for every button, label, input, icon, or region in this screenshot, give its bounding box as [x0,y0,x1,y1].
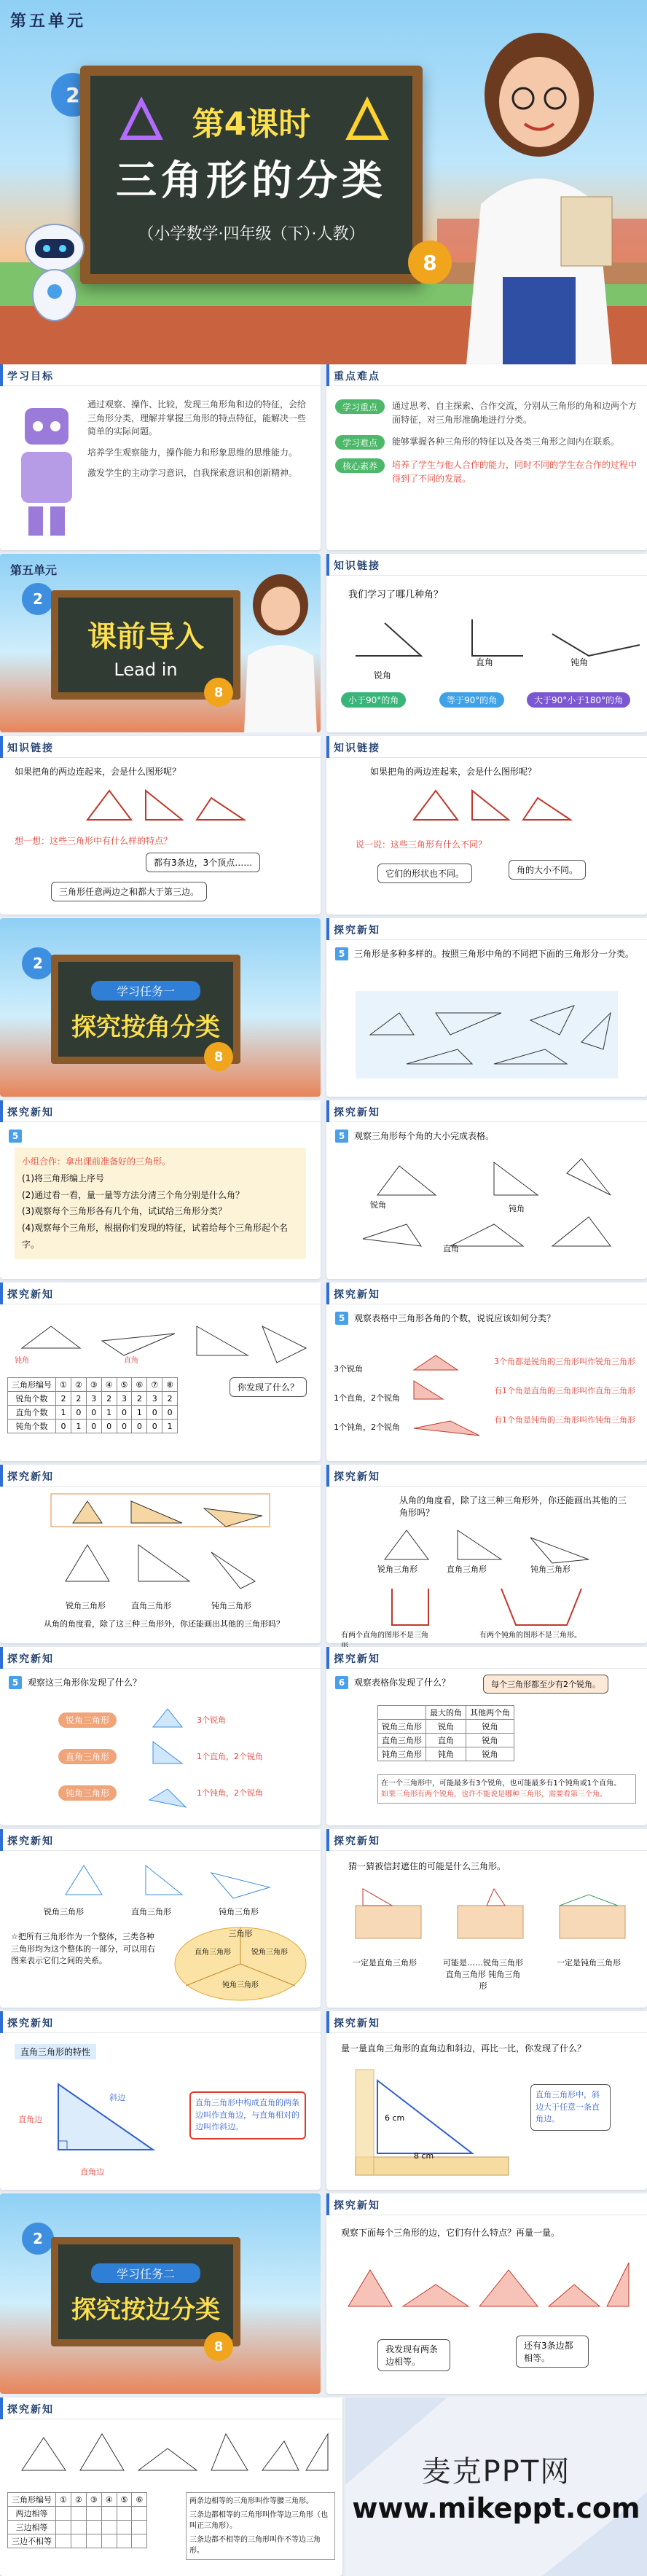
lesson-title: 三角形的分类 [116,157,387,205]
group-label: 1个钝角，2个锐角 [334,1422,400,1432]
table-row [8,1420,178,1433]
angle-label: 直角 [476,657,494,668]
explore-card-7 [326,1465,647,1643]
explore-question: 观察三角形每个角的大小完成表格。 [354,1131,495,1141]
section-tag: 探究新知 [334,1289,380,1301]
note-text: 在一个三角形中，可能最多有3个锐角，也可能最多有1个钝角或1个直角。 [381,1780,621,1788]
angle-label: 钝角 [570,657,589,668]
explore-question: 观察表格中三角形各角的个数，说说应该如何分类？ [354,1313,556,1323]
ball-8-icon: 8 [204,1042,233,1071]
ball-2-icon: 2 [22,583,54,615]
link-card-2 [326,736,647,915]
intro-title: 课前导入 [87,620,204,654]
group-step: (1)将三角形编上序号 [22,1172,104,1183]
explore-card-10 [0,1829,321,2008]
venn-part: 直角三角形 [195,1949,231,1957]
table-cell: 0 [117,1406,132,1420]
pill-difficulty: 学习难点 [335,435,385,450]
triangle-label: 直角三角形 [131,1907,171,1917]
section-tag: 探究新知 [334,1107,380,1119]
triangle-label: 直角三角形 [131,1601,171,1610]
pill-focus: 学习重点 [335,399,385,414]
table-cell: 直角 [426,1734,466,1747]
definition-text: 两条边相等的三角形叫作等腰三角形。 [189,2497,313,2505]
triangle-icon [345,98,389,141]
speech-bubble: 三角形任意两边之和都大于第三边。 [51,882,207,901]
table-cell: 锐角 [466,1747,514,1761]
unit-label: 第五单元 [10,12,87,31]
right-triangle-figure [44,2070,168,2164]
key-difficulty-text: 能够掌握各种三角形的特征以及各类三角形之间内在联系。 [392,436,620,447]
chalkboard [80,66,423,284]
table-cell: 0 [147,1406,162,1420]
max-angle-table [377,1705,514,1761]
key-literacy-text: 培养了学生与他人合作的能力，同时不同的学生在合作的过程中得到了不同的发展。 [392,460,638,484]
table-cell: 直角个数 [8,1406,56,1420]
section-tag: 探究新知 [7,2404,54,2416]
triangle-label: 直角三角形 [447,1565,487,1574]
group-label: 1个直角，2个锐角 [334,1393,400,1403]
table-header: 最大的角 [426,1706,466,1720]
table-header: ⑤ [117,2493,132,2507]
triangle-figures [7,1312,313,1370]
table-header: ④ [101,2493,117,2507]
section-tag: 重点难点 [334,371,380,383]
explore-question: 观察这三角形你发现了什么？ [28,1677,142,1688]
speech-bubble: 它们的形状也不同。 [377,864,472,883]
step-number: 5 [335,1312,348,1325]
table-cell: 钝角个数 [8,1420,56,1433]
table-cell: 0 [56,1420,71,1433]
section-tag: 探究新知 [7,1836,54,1847]
table-cell: 锐角 [466,1720,514,1734]
table-cell: 钝角三角形 [378,1747,426,1761]
angle-label: 锐角 [374,670,392,681]
right-pill: 等于90°的角 [439,692,504,708]
table-cell: 三边相等 [8,2521,56,2534]
triangle-figures [51,1494,270,1596]
measurement-label: 6 cm [385,2113,405,2123]
section-tag: 知识链接 [334,560,380,572]
table-cell: 锐角 [426,1720,466,1734]
table-cell: 1 [162,1420,178,1433]
obtuse-pill: 大于90°小于180°的角 [527,692,630,708]
section-tag: 探究新知 [7,1107,54,1119]
ball-8-icon: 8 [204,678,233,707]
table-header: 其他两个角 [466,1706,514,1720]
group-label: 3个锐角 [334,1364,363,1374]
triangle-figures [73,783,248,827]
table-row [378,1720,514,1734]
speech-bubble: 你发现了什么？ [230,1377,307,1397]
table-header: ② [71,1378,86,1392]
definition-box: 直角三角形中构成直角的两条边叫作直角边，与直角相对的边叫作斜边。 [189,2091,306,2140]
table-cell: 0 [117,1420,132,1433]
section-tag: 探究新知 [7,1289,54,1301]
triangle-figures [407,1352,487,1443]
table-header: ⑤ [117,1378,132,1392]
section-tag: 探究新知 [334,2018,380,2029]
ball-2-icon: 2 [51,73,95,117]
angle-count-table [7,1377,178,1433]
table-cell: 0 [132,1420,147,1433]
table-row [8,1406,178,1420]
link-think: 说一说：这些三角形有什么不同？ [356,839,487,850]
triangle-label: 锐角三角形 [44,1907,84,1917]
note-text: 有两个钝角的图形不是三角形。 [479,1632,581,1640]
lesson-subtitle: （小学数学·四年级（下）·人教） [138,225,365,243]
task-tag: 学习任务二 [91,2263,200,2283]
table-cell: 1 [71,1420,86,1433]
table-cell: 0 [71,1406,86,1420]
pill-literacy: 核心素养 [335,458,385,473]
table-cell: 钝角 [426,1747,466,1761]
teacher-illustration [240,568,321,732]
angle-label: 钝角 [15,1357,29,1365]
answer-text: 可能是……锐角三角形 直角三角形 钝角三角形 [443,1958,523,1991]
speech-bubble: 角的大小不同。 [509,860,586,880]
envelope-figures [341,1887,632,1946]
table-cell: 2 [101,1392,117,1406]
explore-card-8 [0,1647,321,1825]
keys-card [326,364,647,550]
speech-bubble: 每个三角形都至少有2个锐角。 [483,1675,608,1694]
class-pill: 钝角三角形 [58,1785,117,1801]
task-title: 探究按边分类 [71,2295,220,2325]
step-number: 5 [9,1676,22,1689]
table-row [378,1747,514,1761]
group-step: (4)观察每个三角形，根据你们发现的特征，试着给每个三角形起个名字。 [22,1223,289,1250]
table-header [378,1706,426,1720]
explore-card-2 [0,1100,321,1279]
side-table [7,2492,147,2548]
unit-label: 第五单元 [10,563,58,577]
class-pill: 锐角三角形 [58,1712,117,1728]
table-cell: 0 [101,1420,117,1433]
hero-slide [0,0,647,364]
table-header: ⑥ [132,2493,147,2507]
table-cell: 1 [132,1406,147,1420]
table-cell: 2 [162,1392,178,1406]
section-tag: 学习目标 [7,371,54,383]
class-desc: 1个钝角，2个锐角 [197,1788,263,1798]
table-header: ⑧ [162,1378,178,1392]
section-subhead: 直角三角形的特性 [15,2044,96,2059]
triangle-figures [44,1858,277,1902]
link-think: 想一想：这些三角形中有什么样的特点？ [15,836,173,846]
explore-card-13 [326,2011,647,2190]
acute-pill: 小于90°的角 [341,692,406,708]
watermark-url: www.mikeppt.com [352,2492,640,2524]
group-step: (3)观察每个三角形各有几个角，试试给三角形分类？ [22,1206,227,1217]
edge-label: 斜边 [109,2093,125,2102]
step-number: 6 [335,1676,348,1689]
group-step: (2)通过看一看，量一量等方法分清三个角分别是什么角？ [22,1189,245,1200]
edge-label: 直角边 [80,2167,104,2177]
table-row [378,1734,514,1747]
review-question: 我们学习了哪几种角？ [348,590,444,600]
table-cell: 锐角 [466,1734,514,1747]
definition-text: 三条边都不相等的三角形叫作不等边三角形。 [189,2536,321,2555]
intro-slide [0,554,321,732]
explore-card-15 [0,2397,342,2576]
table-cell: 2 [132,1392,147,1406]
venn-part: 锐角三角形 [251,1949,288,1957]
explore-card-4 [0,1283,321,1461]
rule-text: 有1个角是钝角的三角形叫作钝角三角形 [494,1415,635,1425]
table-header: ④ [101,1378,117,1392]
goal-3: 激发学生的主动学习意识，自我探索意识和创新精神。 [87,468,298,479]
triangle-figures [348,1151,625,1272]
task2-slide [0,2193,321,2394]
explore-card-11 [326,1829,647,2008]
task1-slide [0,918,321,1097]
section-tag: 探究新知 [334,2200,380,2212]
ball-2-icon: 2 [22,2223,54,2255]
explore-question: 猜一猜被信封遮住的可能是什么三角形。 [348,1861,506,1871]
watermark [345,2397,647,2576]
table-cell: 两边相等 [8,2507,56,2521]
explore-card-9 [326,1647,647,1825]
intro-subtitle: Lead in [114,659,178,680]
link-question: 如果把角的两边连起来，会是什么图形呢？ [370,767,537,777]
table-cell: 3 [117,1392,132,1406]
ball-8-icon: 8 [408,240,452,284]
speech-bubble: 我发现有两条边相等。 [377,2339,450,2371]
review-card [326,554,647,732]
section-tag: 探究新知 [7,1471,54,1483]
triangle-label: 钝角三角形 [211,1601,251,1610]
chalkboard [51,2237,240,2346]
triangle-figures [146,1705,189,1814]
table-header: ② [71,2493,86,2507]
table-row [8,2507,147,2521]
step-number: 5 [335,1130,348,1143]
explore-question: 三角形是多种多样的。按照三角形中角的不同把下面的三角形分一分类。 [354,949,635,959]
table-header: ③ [86,2493,101,2507]
lesson-number: 第4课时 [192,106,311,143]
table-cell: 1 [101,1406,117,1420]
measurement-label: 8 cm [414,2151,434,2161]
angle-label: 直角 [124,1357,138,1365]
class-pill: 直角三角形 [58,1749,117,1764]
table-cell: 3 [86,1392,101,1406]
definition-text: 三条边都相等的三角形叫作等边三角形（也叫正三角形）。 [189,2511,328,2530]
table-cell: 2 [56,1392,71,1406]
note-text: ☆把所有三角形作为一个整体，三类各种三角形均为这个整体的一部分，可以用右图来表示它们之间的关系。 [11,1932,155,1965]
angle-label: 钝角 [509,1204,525,1213]
table-row [8,2534,147,2548]
ruler-triangle-figure [348,2066,523,2182]
speech-bubble: 还有3条边都相等。 [516,2336,589,2368]
triangle-figures [356,991,618,1078]
explore-card-14 [326,2193,647,2394]
table-cell: 0 [86,1406,101,1420]
explore-card-12 [0,2011,321,2190]
triangle-icon [119,98,163,141]
section-tag: 知识链接 [7,743,54,754]
table-header: ① [56,1378,71,1392]
class-desc: 3个锐角 [197,1715,226,1725]
section-tag: 探究新知 [334,1471,380,1483]
table-cell: 0 [162,1406,178,1420]
triangle-label: 锐角三角形 [66,1601,106,1610]
explore-question: 从角的角度看，除了这三种三角形外，你还能画出其他的三角形吗？ [44,1619,284,1629]
speech-bubble: 都有3条边，3个顶点…… [146,853,260,872]
table-cell: 3 [147,1392,162,1406]
answer-text: 一定是直角三角形 [353,1958,417,1968]
task-tag: 学习任务一 [91,981,200,1001]
ball-2-icon: 2 [22,947,54,979]
step-number: 5 [335,947,348,960]
section-tag: 探究新知 [334,1653,380,1665]
section-tag: 知识链接 [334,743,380,754]
triangle-label: 钝角三角形 [530,1565,570,1574]
rule-text: 有1个角是直角的三角形叫作直角三角形 [494,1386,635,1395]
table-cell: 三边不相等 [8,2534,56,2548]
table-cell: 0 [86,1420,101,1433]
section-tag: 探究新知 [334,925,380,936]
table-header: 三角形编号 [8,2493,56,2507]
teacher-illustration [452,15,627,364]
class-desc: 1个直角，2个锐角 [197,1752,263,1761]
table-cell: 锐角三角形 [378,1720,426,1734]
explore-card-5 [326,1283,647,1461]
watermark-name: 麦克PPT网 [421,2455,571,2489]
explore-card-3 [326,1100,647,1279]
goal-2: 培养学生观察能力，操作能力和形象思维的思维能力。 [87,447,298,458]
link-card-1 [0,736,321,915]
venn-part: 钝角三角形 [222,1981,259,1989]
triangle-figures [7,2427,335,2478]
speech-bubble: 直角三角形中，斜边大于任意一条直角边。 [530,2084,611,2131]
table-cell: 1 [56,1406,71,1420]
table-cell: 直角三角形 [378,1734,426,1747]
section-tag: 探究新知 [334,1836,380,1847]
explore-question: 从角的角度看，除了这三种三角形外，你还能画出其他的三角形吗？ [399,1495,627,1518]
triangle-figures [399,783,574,827]
table-header: 三角形编号 [8,1378,56,1392]
explore-card-1 [326,918,647,1097]
explore-question: 观察表格你发现了什么？ [354,1677,451,1688]
table-header: ③ [86,1378,101,1392]
explore-question: 观察下面每个三角形的边，它们有什么特点？再量一量。 [341,2228,560,2238]
rule-text: 3个角都是锐角的三角形叫作锐角三角形 [494,1357,635,1366]
table-row [8,2521,147,2534]
triangle-label: 钝角三角形 [219,1907,259,1917]
robot-icon [15,219,95,328]
table-header: ⑦ [147,1378,162,1392]
edge-label: 直角边 [18,2115,42,2124]
table-header: ⑥ [132,1378,147,1392]
group-task-head: 小组合作：拿出课前准备好的三角形。 [22,1156,171,1167]
table-row [8,1392,178,1406]
table-cell: 2 [71,1392,86,1406]
table-header: ① [56,2493,71,2507]
explore-card-6 [0,1465,321,1643]
table-cell: 锐角个数 [8,1392,56,1406]
task-title: 探究按角分类 [71,1013,220,1042]
section-tag: 探究新知 [7,2018,54,2029]
triangle-label: 锐角三角形 [377,1565,417,1574]
ball-8-icon: 8 [204,2332,233,2361]
step-number: 5 [9,1130,22,1143]
key-focus-text: 通过思考、自主探索、合作交流，分别从三角形的角和边两个方面特征，对三角形准确地进行分类。 [392,401,638,425]
goal-1: 通过观察、操作、比较，发现三角形角和边的特征，会给三角形分类，理解并掌握三角形的特点特征，能解决一些简单的实际问题。 [87,399,307,437]
note-text: 如果三角形有两个锐角，也许不能说是哪种三角形，需要看第三个角。 [381,1790,607,1798]
explore-question: 量一量直角三角形的直角边和斜边，再比一比，你发现了什么？ [341,2043,587,2054]
link-question: 如果把角的两边连起来，会是什么图形呢？ [15,767,181,777]
table-cell: 0 [147,1420,162,1433]
answer-text: 一定是钝角三角形 [557,1958,621,1968]
goals-card [0,364,321,550]
section-tag: 探究新知 [7,1653,54,1665]
venn-title: 三角形 [228,1929,253,1938]
note-text: 有两个直角的图形不是三角 [341,1632,428,1640]
angle-label: 锐角 [370,1200,386,1210]
angle-label: 直角 [443,1244,459,1253]
robot-icon [10,401,83,539]
triangle-figures [341,2255,632,2314]
